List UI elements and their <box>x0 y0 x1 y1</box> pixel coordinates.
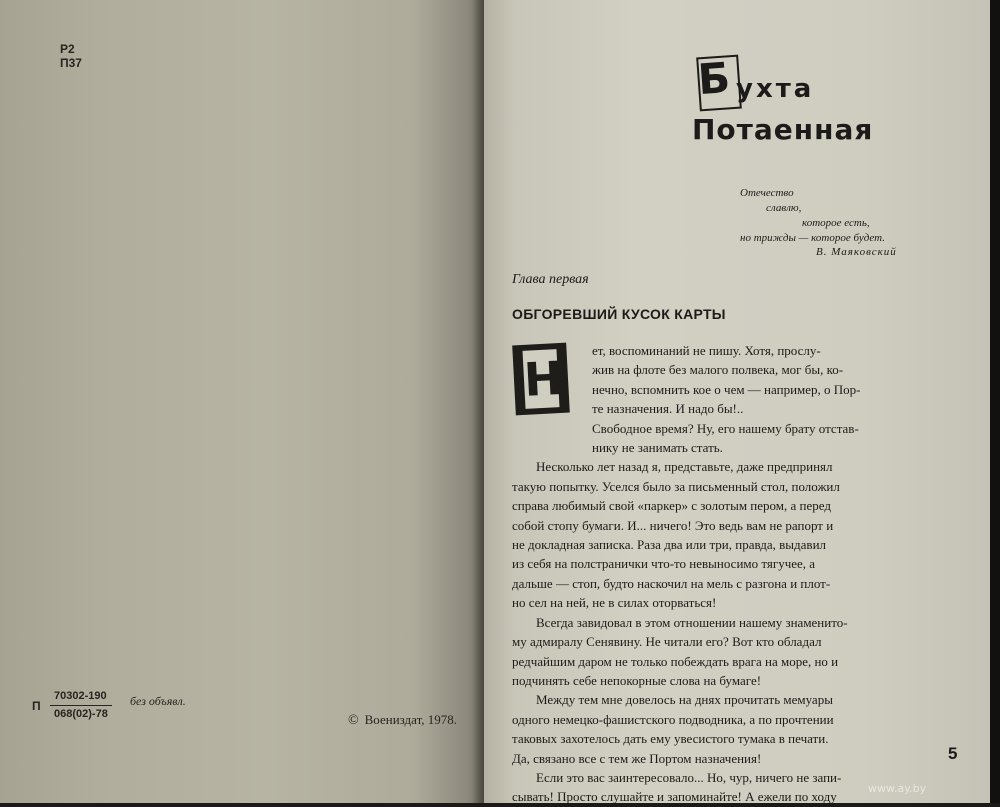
text-line: Между тем мне довелось на днях прочитать мемуары <box>536 692 833 708</box>
imprint-fraction <box>50 690 112 721</box>
epigraph-line: Отечество <box>740 187 794 199</box>
text-line: Всегда завидовал в этом отношении нашему знаменито- <box>536 614 848 630</box>
text-line: собой стопу бумаги. И... ничего! Это ведь вам не рапорт и <box>512 517 834 533</box>
copyright-notice <box>348 712 457 729</box>
text-line: Да, связано все с тем же Портом назначения! <box>512 750 762 766</box>
text-line: му адмиралу Сенявину. Не читали его? Вот кто обладал <box>512 634 822 650</box>
text-line: сывать! Просто слушайте и запоминайте! А ежели по ходу <box>512 789 837 805</box>
chapter-heading: ОБГОРЕВШИЙ КУСОК КАРТЫ <box>512 306 726 322</box>
chapter-label: Глава первая <box>512 272 589 287</box>
body-text <box>512 341 962 807</box>
book-title <box>692 50 952 150</box>
text-line: ет, воспоминаний не пишу. Хотя, прослу- <box>592 343 821 358</box>
library-classification <box>60 42 82 70</box>
epigraph-line: славлю, <box>766 202 802 214</box>
text-line: дальше — стоп, будто наскочил на мель с разгона и плот- <box>512 575 831 591</box>
background-edge <box>990 0 1000 803</box>
epigraph <box>740 186 940 246</box>
imprint-numerator: 70302-190 <box>50 690 112 706</box>
left-page <box>0 0 486 803</box>
text-line: редчайшим даром не только побеждать врага на море, но и <box>512 653 839 669</box>
text-line: Если это вас заинтересовало... Но, чур, ничего не запи- <box>536 769 842 785</box>
text-line: одного немецко-фашистского подводника, а по прочтении <box>512 711 834 727</box>
imprint-block <box>32 690 482 730</box>
text-line: не докладная записка. Раза два или три, правда, выдавил <box>512 537 827 553</box>
text-line: жив на флоте без малого полвека, мог бы, ко- <box>592 362 844 378</box>
page-number: 5 <box>948 744 958 763</box>
library-code-line: П37 <box>60 56 82 70</box>
text-line: нечно, вспомнить кое о чем — например, о Пор- <box>592 381 861 397</box>
imprint-note: без объявл. <box>130 694 186 708</box>
text-line: из себя на полстранички что-то невыносимо тягучее, а <box>512 556 816 572</box>
text-line: такую попытку. Уселся было за письменный стол, положил <box>512 478 840 494</box>
copyright-icon: © <box>348 713 359 728</box>
text-line: Несколько лет назад я, представьте, даже предпринял <box>536 459 833 475</box>
copyright-text: Воениздат, 1978. <box>364 712 458 727</box>
text-line: таковых захотелось дать ему увесистого тумака в печати. <box>512 731 829 747</box>
text-line: подчинять себе непокорные слова на бумаге! <box>512 672 762 688</box>
text-line: нику не занимать стать. <box>592 440 723 456</box>
text-line: справа любимый свой «паркер» с золотым пером, а перед <box>512 498 831 514</box>
epigraph-author: В. Маяковский <box>816 246 897 258</box>
imprint-letter: П <box>32 699 41 713</box>
text-line: но сел на ней, не в силах оторваться! <box>512 595 717 611</box>
title-initial: Б <box>696 52 732 105</box>
watermark: www.ay.by <box>868 782 927 795</box>
epigraph-line: но трижды — которое будет. <box>740 232 885 244</box>
epigraph-line: которое есть, <box>802 217 870 229</box>
text-line: те назначения. И надо бы!.. <box>592 401 744 417</box>
text-line: Свободное время? Ну, его нашему брату отстав- <box>592 420 859 436</box>
library-code-line: Р2 <box>60 42 75 56</box>
title-word-1: ухта <box>736 74 815 104</box>
imprint-denominator: 068(02)-78 <box>54 708 108 720</box>
drop-cap-letter: Н <box>522 350 564 407</box>
title-word-2: Потаенная <box>692 113 874 146</box>
